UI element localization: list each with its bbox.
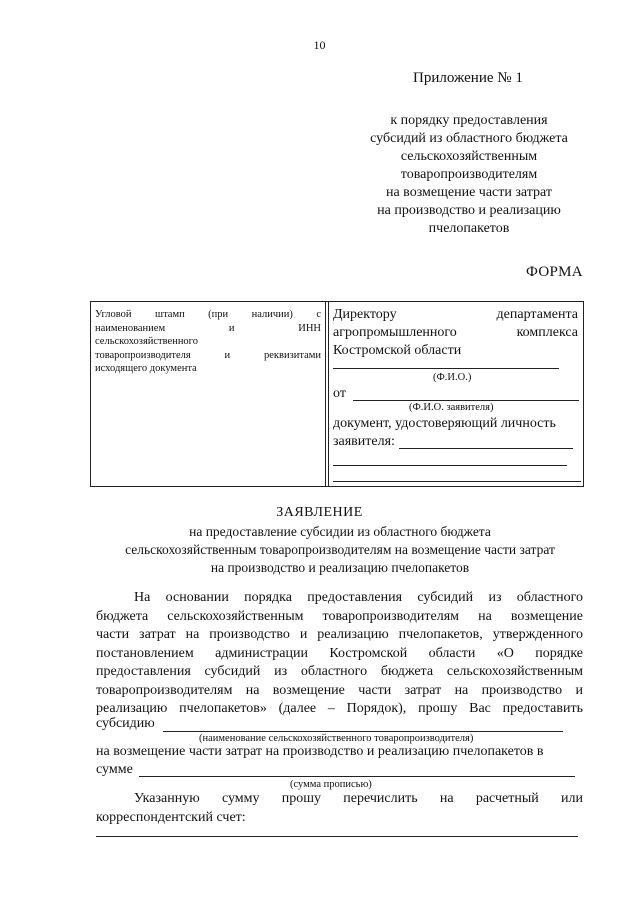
stamp-line: Угловой штамп (при наличии) с xyxy=(95,309,321,320)
table-divider xyxy=(325,302,329,486)
reference-line: субсидий из областного бюджета xyxy=(370,131,568,146)
account-field[interactable] xyxy=(96,836,578,837)
addressee-cell xyxy=(333,306,578,360)
reference-line: пчелопакетов xyxy=(428,221,510,236)
body-line: товаропроизводителям на возмещение части затрат на производство и xyxy=(96,682,583,698)
addressee-line: Костромской области xyxy=(333,343,462,358)
stamp-line: товаропроизводителя и реквизитами xyxy=(95,349,321,361)
body-line: постановлением администрации Костромской области «О порядке xyxy=(96,645,583,661)
subtitle-line: сельскохозяйственным товаропроизводителям на возмещение части затрат xyxy=(125,542,555,557)
reference-line: товаропроизводителям xyxy=(400,167,538,182)
appendix-reference xyxy=(330,112,608,238)
document-field-line-2[interactable] xyxy=(333,465,567,466)
sum-label: сумме xyxy=(96,762,133,777)
applicant-field-line[interactable] xyxy=(353,400,579,401)
transfer-line: Указанную сумму прошу перечислить на расчетный или xyxy=(134,791,583,806)
purpose-line: на возмещение части затрат на производство и реализацию пчелопакетов в xyxy=(96,744,544,759)
body-line: бюджета сельскохозяйственным товаропроизводителям на возмещение xyxy=(96,608,583,624)
subtitle-line: на производство и реализацию пчелопакетов xyxy=(210,560,470,575)
subsidy-recipient-field[interactable] xyxy=(163,731,563,732)
account-label: корреспондентский счет: xyxy=(96,810,246,825)
from-label: от xyxy=(333,386,346,401)
fio-field-line[interactable] xyxy=(333,368,559,369)
form-label: ФОРМА xyxy=(526,264,583,280)
reference-line: на производство и реализацию xyxy=(377,203,561,218)
statement-body xyxy=(96,589,583,719)
subsidy-label: субсидию xyxy=(96,716,155,731)
applicant-label: заявителя: xyxy=(333,434,395,449)
body-line: предоставления субсидий из областного бюджета сельскохозяйственным xyxy=(96,664,583,679)
fio-caption: (Ф.И.О.) xyxy=(433,372,472,383)
subsidy-caption: (наименование сельскохозяйственного товаропроизводителя) xyxy=(199,733,474,744)
header-table xyxy=(90,301,584,487)
reference-line: сельскохозяйственным xyxy=(400,149,538,164)
sum-caption: (сумма прописью) xyxy=(290,779,372,790)
body-line: реализацию пчелопакетов» (далее – Порядок), прошу Вас предоставить xyxy=(96,701,583,716)
body-line: части затрат на производство и реализацию пчелопакетов, утвержденного xyxy=(96,627,583,642)
corner-stamp-cell xyxy=(95,308,321,376)
addressee-line: Директору департамента xyxy=(333,307,578,322)
stamp-line: исходящего документа xyxy=(95,363,197,374)
body-line: На основании порядка предоставления субсидий из областного xyxy=(134,590,583,605)
page-number: 10 xyxy=(313,38,326,52)
document-field-line[interactable] xyxy=(399,448,573,449)
addressee-line: агропромышленного комплекса xyxy=(333,325,578,340)
sum-field[interactable] xyxy=(139,776,575,777)
appendix-title: Приложение № 1 xyxy=(413,70,523,86)
subtitle-line: на предоставление субсидии из областного бюджета xyxy=(189,524,491,539)
applicant-caption: (Ф.И.О. заявителя) xyxy=(409,402,494,413)
reference-line: к порядку предоставления xyxy=(390,113,548,128)
statement-title: ЗАЯВЛЕНИЕ xyxy=(276,505,363,520)
reference-line: на возмещение части затрат xyxy=(385,185,553,200)
statement-subtitle xyxy=(90,523,590,577)
document-field-line-3[interactable] xyxy=(333,481,581,482)
stamp-line: сельскохозяйственного xyxy=(95,336,198,347)
document-label: документ, удостоверяющий личность xyxy=(333,416,556,431)
stamp-line: наименованием и ИНН xyxy=(95,322,321,334)
